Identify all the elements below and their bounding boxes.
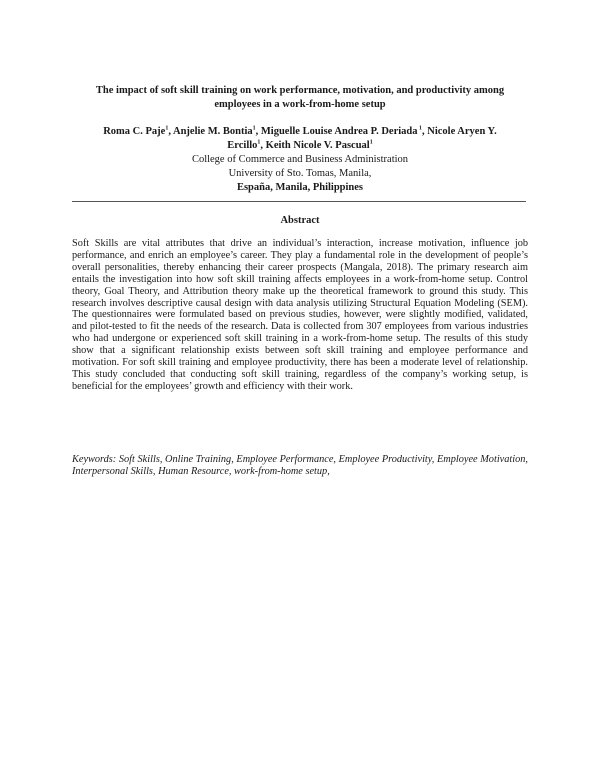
affiliation-marker: 1 <box>417 125 423 132</box>
affiliation-marker: 1 <box>257 139 261 146</box>
author-name: , Keith Nicole V. Pascual <box>260 140 370 151</box>
keywords: Keywords: Soft Skills, Online Training, Employee Performance, Employee Productivity, Employee Motivation, Interpersonal Skills, Human Resource, work-from-home setup, <box>72 454 528 477</box>
abstract-heading: Abstract <box>280 215 320 226</box>
paper-title <box>60 84 540 112</box>
author-name: , Anjelie M. Bontia <box>168 126 253 137</box>
author-name: Ercillo <box>227 140 258 151</box>
affiliation-location: España, Manila, Philippines <box>236 182 364 193</box>
affiliation-university: University of Sto. Tomas, Manila, <box>228 168 372 179</box>
author-name: , Miguelle Louise Andrea P. Deriada <box>255 126 418 137</box>
author-list <box>60 125 540 153</box>
title-line-1: The impact of soft skill training on work performance, motivation, and productivity among <box>95 85 505 96</box>
author-name: , Nicole Aryen Y. <box>422 126 497 137</box>
affiliation-marker: 1 <box>165 125 169 132</box>
title-line-2: employees in a work-from-home setup <box>214 99 386 110</box>
author-line-1 <box>60 125 540 139</box>
affiliation-marker: 1 <box>252 125 256 132</box>
affiliation <box>60 153 540 195</box>
affiliation-college: College of Commerce and Business Administration <box>191 154 409 165</box>
affiliation-marker: 1 <box>369 139 373 146</box>
author-name: Roma C. Paje <box>103 126 166 137</box>
abstract-body: Soft Skills are vital attributes that drive an individual’s interaction, increase motivation, influence job performance, and enrich an employee’s career. They play a fundamental role in the development of people’s overall personalities, thereby enhancing their career prospects (Mangala, 2018). The primary research aim entails the investigation into how soft skill training affects employees in a work-from-home setup. Control theory, Goal Theory, and Attribution theory make up the theoretical framework to ground this study. This research involves descriptive causal design with data analysis utilizing Structural Equation Modeling (SEM). The questionnaires were formulated based on previous studies, however, were slightly modified, validated, and pilot-tested to fit the needs of the research. Data is collected from 307 employees from various industries who had undergone or experienced soft skill training in a work-from-home setup. The results of this study show that a significant relationship exists between soft skill training and employee performance and motivation. For soft skill training and employee productivity, there has been a moderate level of relationship. This study concluded that conducting soft skill training, regardless of the company’s working setup, is beneficial for the employees’ growth and efficiency with their work. <box>72 238 528 392</box>
author-line-2 <box>60 139 540 153</box>
header-divider <box>72 201 526 202</box>
